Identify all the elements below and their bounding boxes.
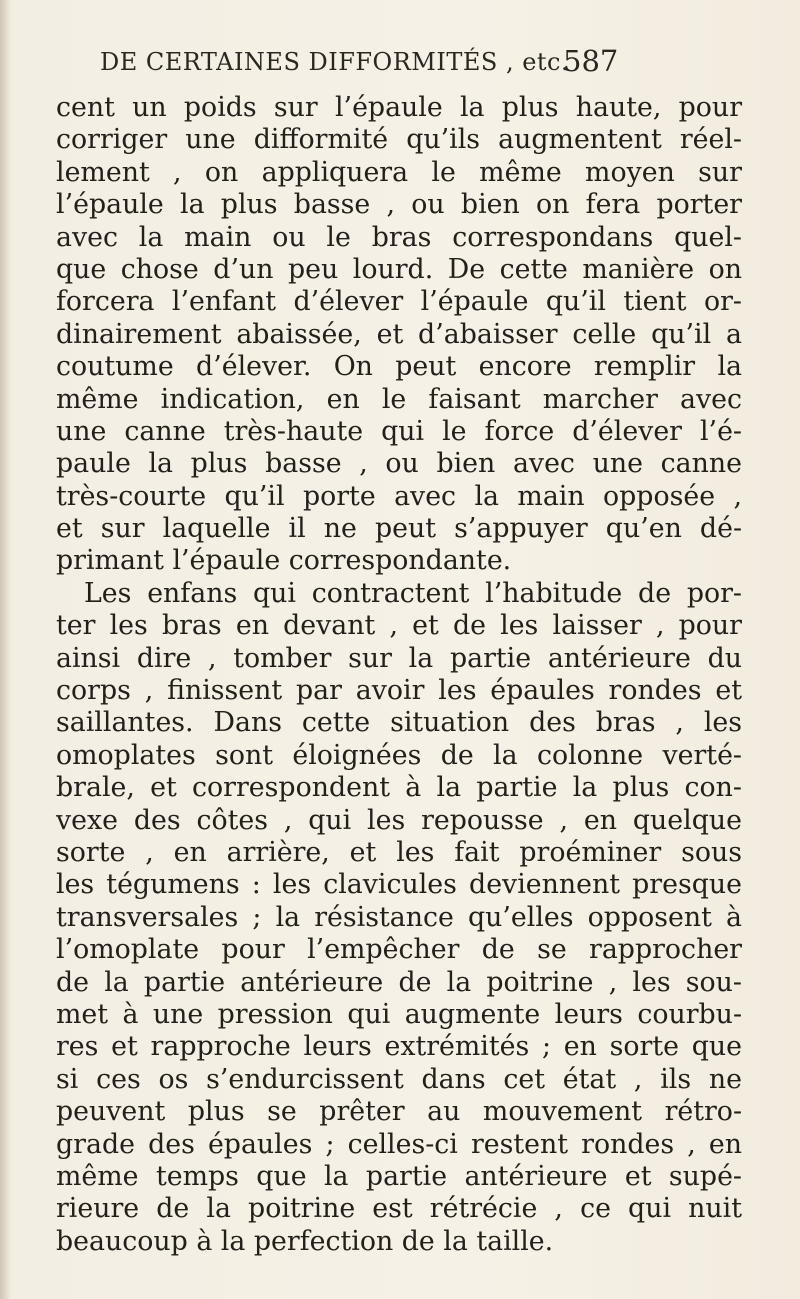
text-line: primant l’épaule correspondante. bbox=[56, 545, 512, 577]
text-line: une canne très-haute qui le force d’élever l’é- bbox=[56, 415, 742, 447]
text-line: très-courte qu’il porte avec la main opposée , bbox=[56, 480, 742, 512]
text-line: les tégumens : les clavicules deviennent presque bbox=[56, 869, 742, 901]
text-line: dinairement abaissée, et d’abaisser celle qu’il a bbox=[56, 318, 742, 350]
text-line: grade des épaules ; celles-ci restent rondes , en bbox=[56, 1128, 742, 1160]
text-line: corriger une difformité qu’ils augmentent réel- bbox=[56, 124, 742, 156]
text-line: lement , on appliquera le même moyen sur bbox=[56, 156, 742, 188]
text-line: peuvent plus se prêter au mouvement rétro- bbox=[56, 1096, 742, 1128]
text-line: beaucoup à la perfection de la taille. bbox=[56, 1225, 554, 1257]
running-title: DE CERTAINES DIFFORMITÉS , etc. bbox=[100, 48, 570, 76]
text-line: l’omoplate pour l’empêcher de se rapprocher bbox=[56, 934, 742, 966]
text-line: forcera l’enfant d’élever l’épaule qu’il tient or- bbox=[56, 286, 742, 318]
text-line: paule la plus basse , ou bien avec une canne bbox=[56, 448, 742, 480]
text-line: omoplates sont éloignées de la colonne verté- bbox=[56, 739, 742, 771]
text-line: rieure de la poitrine est rétrécie , ce qui nuit bbox=[56, 1193, 742, 1225]
text-line: vexe des côtes , qui les repousse , en quelque bbox=[56, 804, 742, 836]
text-line: et sur laquelle il ne peut s’appuyer qu’en dé- bbox=[56, 513, 742, 545]
text-line: cent un poids sur l’épaule la plus haute, pour bbox=[56, 92, 742, 123]
text-line: ter les bras en devant , et de les laisser , pour bbox=[56, 610, 742, 642]
text-line: transversales ; la résistance qu’elles opposent à bbox=[56, 901, 742, 933]
text-line: corps , finissent par avoir les épaules rondes et bbox=[56, 675, 742, 707]
text-line: même temps que la partie antérieure et supé- bbox=[56, 1160, 742, 1192]
text-line: même indication, en le faisant marcher avec bbox=[56, 383, 742, 415]
text-line: ainsi dire , tomber sur la partie antérieure du bbox=[56, 642, 742, 674]
text-line: brale, et correspondent à la partie la plus con- bbox=[56, 772, 742, 804]
text-line: avec la main ou le bras correspondans quel- bbox=[56, 221, 742, 253]
text-line: sorte , en arrière, et les fait proéminer sous bbox=[56, 836, 742, 868]
text-line: si ces os s’endurcissent dans cet état , ils ne bbox=[56, 1063, 742, 1095]
text-line: que chose d’un peu lourd. De cette manière on bbox=[56, 253, 742, 285]
page-header bbox=[0, 44, 800, 94]
body-text bbox=[56, 92, 742, 1258]
text-line: met à une pression qui augmente leurs courbu- bbox=[56, 998, 742, 1030]
text-line: de la partie antérieure de la poitrine , les sou- bbox=[56, 966, 742, 998]
page-binding-edge bbox=[0, 0, 10, 1299]
text-line: res et rapproche leurs extrémités ; en sorte que bbox=[56, 1031, 742, 1063]
text-line: l’épaule la plus basse , ou bien on fera porter bbox=[56, 189, 742, 221]
page-number: 587 bbox=[563, 44, 619, 78]
text-line: Les enfans qui contractent l’habitude de por- bbox=[84, 577, 742, 609]
text-line: saillantes. Dans cette situation des bras , les bbox=[56, 707, 742, 739]
text-line: coutume d’élever. On peut encore remplir la bbox=[56, 351, 742, 383]
